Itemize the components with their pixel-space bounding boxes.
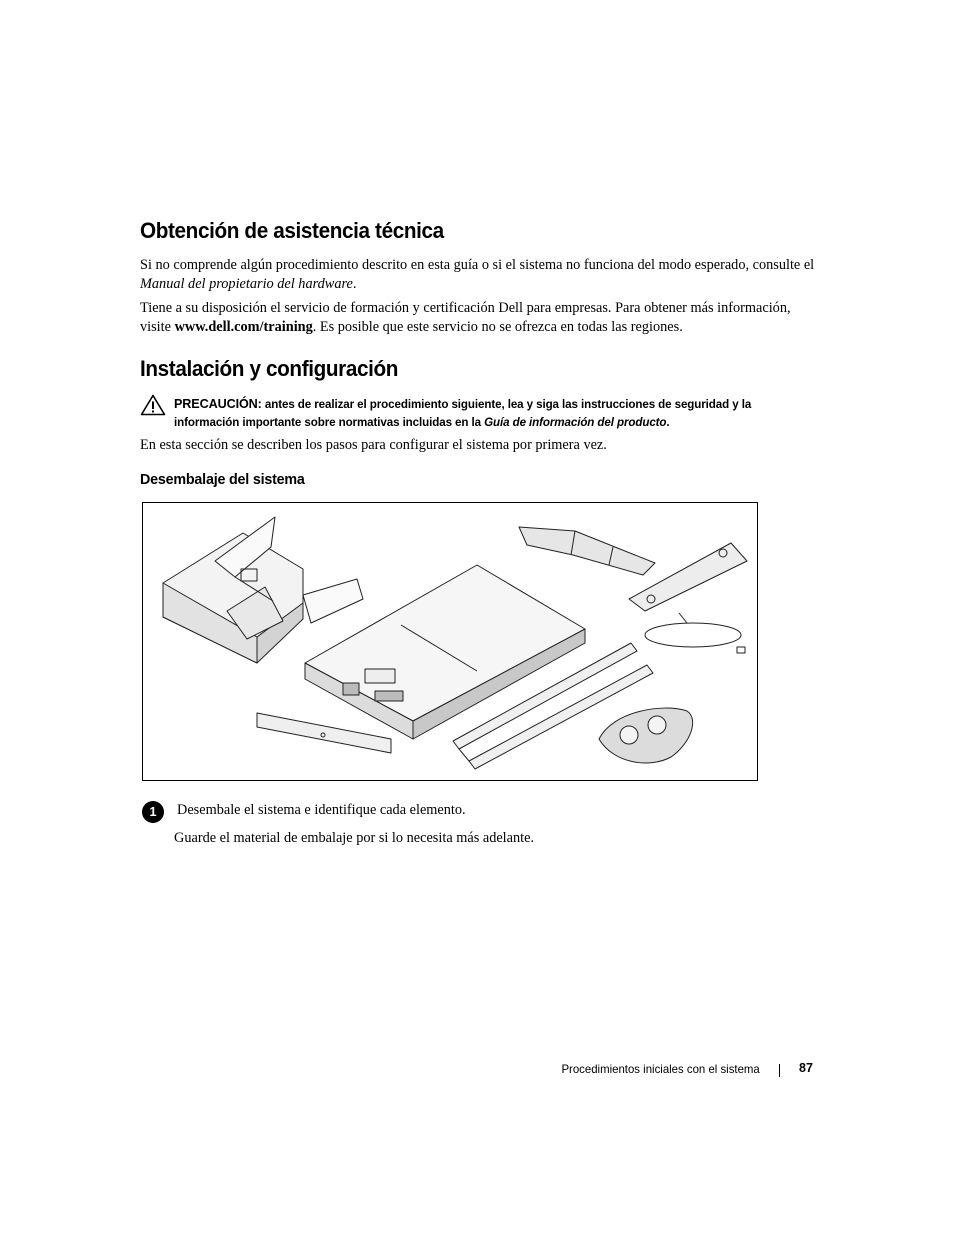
- cable-drawing: [645, 613, 745, 653]
- warning-triangle-icon: [140, 394, 166, 416]
- mounting-bracket-drawing: [629, 543, 747, 611]
- assistance-text: Si no comprende algún procedimiento descrito en esta guía o si el sistema no funciona del modo esperado, consulte el: [140, 257, 815, 273]
- caution-body-end: .: [666, 416, 670, 429]
- assistance-paragraph-2: [140, 299, 820, 336]
- product-info-guide-title: Guía de información del producto: [484, 416, 667, 429]
- caution-label: PRECAUCIÓN:: [174, 397, 262, 411]
- step-number-badge: 1: [142, 801, 164, 823]
- subsection-heading-unpacking: Desembalaje del sistema: [140, 472, 305, 488]
- footer-separator: [779, 1064, 780, 1077]
- unpacking-drawing: [143, 503, 757, 780]
- assistance-paragraph-1: [140, 256, 820, 293]
- caution-text: [174, 395, 794, 432]
- step-1-text: Desembale el sistema e identifique cada elemento.: [177, 802, 466, 818]
- cable-arm-drawing: [519, 527, 655, 575]
- page-number: 87: [799, 1061, 813, 1075]
- step-1-note: Guarde el material de embalaje por si lo necesita más adelante.: [174, 830, 535, 846]
- assistance-text-end: .: [352, 275, 357, 292]
- section-heading-installation: Instalación y configuración: [140, 356, 399, 381]
- caution-body: antes de realizar el procedimiento siguiente, lea y siga las instrucciones de seguridad y la información importante sobre normativas incluidas en la: [174, 398, 752, 429]
- unpacking-illustration: [142, 502, 758, 781]
- training-text-end: . Es posible que este servicio no se ofrezca en todas las regiones.: [312, 318, 683, 335]
- front-bezel-drawing: [257, 713, 391, 753]
- documentation-pack-drawing: [599, 708, 693, 763]
- hardware-manual-title: Manual del propietario del hardware: [140, 275, 353, 292]
- installation-intro: En esta sección se describen los pasos para configurar el sistema por primera vez.: [140, 437, 607, 453]
- footer-chapter-title: Procedimientos iniciales con el sistema: [561, 1062, 760, 1076]
- section-heading-technical-assistance: Obtención de asistencia técnica: [140, 218, 444, 243]
- training-text: Tiene a su disposición el servicio de formación y certificación Dell para empresas. Para obtener más información, visite: [140, 300, 791, 335]
- training-link[interactable]: www.dell.com/training: [174, 318, 313, 335]
- shipping-box-drawing: [163, 517, 363, 663]
